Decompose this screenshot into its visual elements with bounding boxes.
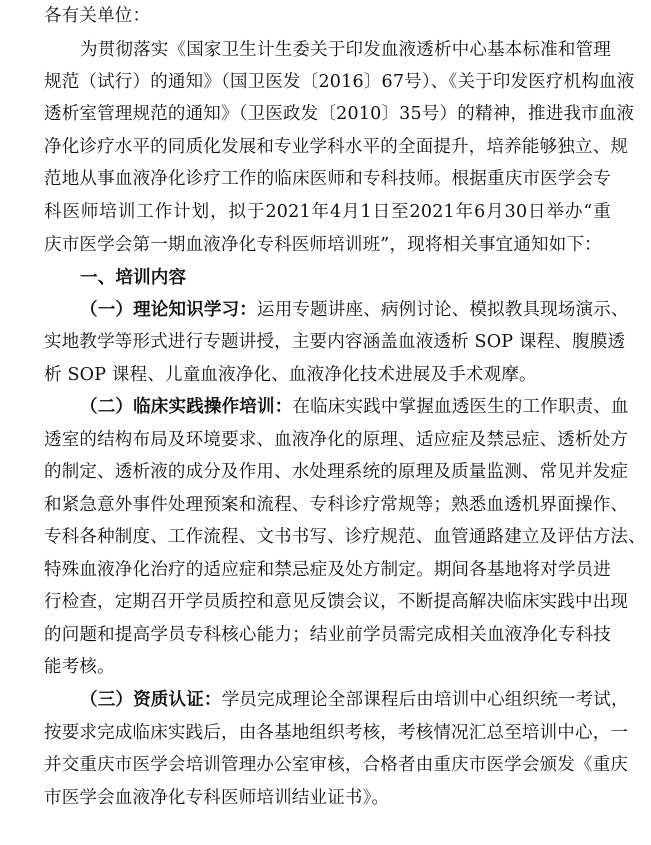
paragraph-2-line: 专科各种制度、工作流程、文书书写、诊疗规范、血管通路建立及评估方法、 [44, 527, 646, 547]
paragraph-2-line: 行检查，定期召开学员质控和意见反馈会议，不断提高解决临床实践中出现 [44, 592, 629, 612]
paragraph-3-line: 按要求完成临床实践后，由各基地组织考核，考核情况汇总至培训中心，一 [44, 723, 629, 743]
intro-line: 科医师培训工作计划，拟于2021年4月1日至2021年6月30日举办“重 [44, 202, 611, 222]
paragraph-3-line: 并交重庆市医学会培训管理办公室审核，合格者由重庆市医学会颁发《重庆 [44, 755, 629, 775]
paragraph-1-line: 实地教学等形式进行专题讲授，主要内容涵盖血液透析 SOP 课程、腹膜透 [44, 332, 626, 352]
paragraph-1-first-line [80, 300, 629, 320]
intro-line: 净化诊疗水平的同质化发展和专业学科水平的全面提升，培养能够独立、规 [44, 137, 629, 157]
paragraph-3-text: 学员完成理论全部课程后由培训中心组织统一考试， [221, 690, 629, 710]
paragraph-1-text: 运用专题讲座、病例讨论、模拟教具现场演示、 [257, 300, 629, 320]
paragraph-1-line: 析 SOP 课程、儿童血液净化、血液净化技术进展及手术观摩。 [44, 365, 537, 385]
paragraph-2-text: 在临床实践中掌握血透医生的工作职责、血 [292, 397, 629, 417]
paragraph-2-first-line [80, 397, 629, 417]
intro-line: 透析室管理规范的通知》（卫医政发〔2010〕35号）的精神，推进我市血液 [44, 104, 635, 124]
greeting: 各有关单位： [44, 6, 151, 26]
intro-line: 为贯彻落实《国家卫生计生委关于印发血液透析中心基本标准和管理 [80, 40, 611, 60]
section-heading: 一、培训内容 [80, 268, 187, 288]
paragraph-1-title: （一）理论知识学习： [80, 300, 257, 320]
paragraph-2-line: 的制定、透析液的成分及作用、水处理系统的原理及质量监测、常见并发症 [44, 462, 629, 482]
paragraph-2-title: （二）临床实践操作培训： [80, 397, 293, 417]
intro-line: 庆市医学会第一期血液净化专科医师培训班”，现将相关事宜通知如下： [44, 235, 602, 255]
paragraph-3-line: 市医学会血液净化专科医师培训结业证书》。 [44, 788, 390, 808]
intro-line: 范地从事血液净化诊疗工作的临床医师和专科技师。根据重庆市医学会专 [44, 169, 611, 189]
paragraph-2-line: 透室的结构布局及环境要求、血液净化的原理、适应症及禁忌症、透析处方 [44, 430, 629, 450]
paragraph-2-line: 和紧急意外事件处理预案和流程、专科诊疗常规等；熟悉血透机界面操作、 [44, 495, 629, 515]
paragraph-3-title: （三）资质认证： [80, 690, 222, 710]
paragraph-3-first-line [80, 690, 629, 710]
paragraph-2-line: 的问题和提高学员专科核心能力；结业前学员需完成相关血液净化专科技 [44, 625, 611, 645]
paragraph-2-line: 能考核。 [44, 657, 115, 677]
intro-line: 规范（试行）的通知》（国卫医发〔2016〕67号）、《关于印发医疗机构血液 [44, 72, 635, 92]
paragraph-2-line: 特殊血液净化治疗的适应症和禁忌症及处方制定。期间各基地将对学员进 [44, 560, 611, 580]
